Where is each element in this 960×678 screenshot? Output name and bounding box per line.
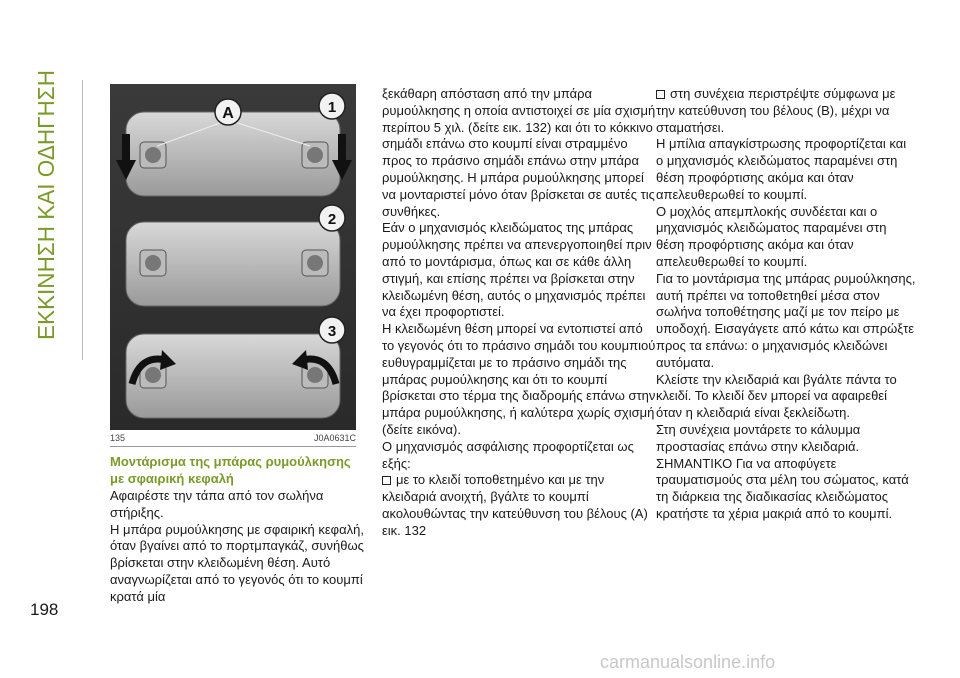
- side-title-text: ΕΚΚΙΝΗΣΗ ΚΑΙ ΟΔΗΓΗΣΗ: [33, 64, 59, 340]
- knob-right-1: [302, 142, 328, 168]
- paragraph: ξεκάθαρη απόσταση από την μπάρα ρυμούλκησης η οποία αντιστοιχεί σε μία σχισμή περίπου 5 χιλ. (δείτε εικ. 132) και ότι το κόκκινο σημάδι επάνω στο κουμπί είναι στραμμένο προς το πράσινο σημάδι επάνω στην μπάρα ρυμούλκησης. Η μπάρα ρυμούλκησης μπορεί να μονταριστεί μόνο όταν βρίσκεται σε αυτές τις συνθήκες.: [382, 86, 656, 219]
- svg-text:A: A: [222, 105, 234, 122]
- paragraph: Για το μοντάρισμα της μπάρας ρυμούλκησης, αυτή πρέπει να τοποθετηθεί μέσα στον σωλήνα τοποθέτησης μαζί με τον πείρο με υποδοχή. Εισαγάγετε από κάτω και σπρώξτε προς τα επάνω: ο μηχανισμός κλειδώνει αυτόματα.: [656, 270, 916, 370]
- text-column-1: [110, 488, 370, 606]
- callout-1: [319, 93, 345, 119]
- callout-a: [215, 99, 241, 125]
- text-column-2: [382, 86, 657, 540]
- side-title-graphic: [14, 60, 68, 350]
- page-number: 198: [30, 600, 59, 619]
- callout-3: [319, 317, 345, 343]
- checkbox-bullet-icon: [656, 90, 665, 99]
- paragraph: Ο μηχανισμός ασφάλισης προφορτίζεται ως εξής:: [382, 438, 634, 471]
- paragraph: Η μπάρα ρυμούλκησης με σφαιρική κεφαλή, όταν βγαίνει από το πορτμπαγκάζ, συνήθως βρίσκεται στην κλειδωμένη θέση. Αυτό αναγνωρίζεται από το γεγονός ότι το κουμπί κρατά μία: [110, 521, 364, 604]
- tow-bar-figure: [110, 84, 356, 430]
- callout-2: [319, 205, 345, 231]
- checkbox-bullet-icon: [382, 476, 391, 485]
- knob-left-1: [140, 142, 166, 168]
- paragraph: Εάν ο μηχανισμός κλειδώματος της μπάρας ρυμούλκησης πρέπει να απενεργοποιηθεί πριν από το μοντάρισμα, όπως και σε κάθε άλλη στιγμή, και επίσης πρέπει να βρίσκεται στην κλειδωμένη θέση, αυτός ο μηχανισμός πρέπει να έχει προφορτιστεί.: [382, 220, 652, 320]
- paragraph: Ο μοχλός απεμπλοκής συνδέεται και ο μηχανισμός κλειδώματος παραμένει στη θέση προφόρτισης ακόμα και όταν απελευθερωθεί το κουμπί.: [656, 203, 887, 269]
- figure-divider: [110, 446, 356, 447]
- paragraph: Αφαιρέστε την τάπα από τον σωλήνα στήριξης.: [110, 488, 324, 520]
- svg-text:2: 2: [327, 211, 337, 228]
- paragraph: ΣΗΜΑΝΤΙΚΟ Για να αποφύγετε τραυματισμούς στα μέλη του σώματος, κατά τη διάρκεια της διαδικασίας κλειδώματος κρατήστε τα χέρια μακριά από το κουμπί.: [656, 455, 909, 521]
- section-side-title: [14, 60, 68, 350]
- figure-number: 135: [110, 433, 126, 443]
- bullet-text: με το κλειδί τοποθετημένο και με την κλειδαριά ανοιχτή, βγάλτε το κουμπί ακολουθώντας την κατεύθυνση του βέλους (A) εικ. 132: [382, 472, 648, 538]
- figure-caption: [110, 433, 356, 445]
- section-heading: Μοντάρισμα της μπάρας ρυμούλκησης με σφαιρική κεφαλή: [110, 454, 351, 486]
- bullet-text: στη συνέχεια περιστρέψτε σύμφωνα με την κατεύθυνση του βέλους (B), μέχρι να σταματήσει.: [656, 86, 896, 135]
- text-column-3: [656, 86, 916, 523]
- bullet-paragraph: [656, 86, 916, 136]
- figure-code: J0A0631C: [313, 433, 356, 443]
- knob-right-2: [302, 250, 328, 276]
- paragraph: Η μπίλια απαγκίστρωσης προφορτίζεται και ο μηχανισμός κλειδώματος παραμένει στη θέση προφόρτισης ακόμα και όταν απελευθερωθεί το κουμπί.: [656, 136, 907, 202]
- svg-text:3: 3: [327, 323, 337, 340]
- watermark: carmanualsonline.info: [600, 652, 776, 672]
- paragraph: Κλείστε την κλειδαριά και βγάλτε πάντα το κλειδί. Το κλειδί δεν μπορεί να αφαιρεθεί όταν η κλειδαριά είναι ξεκλείδωτη.: [656, 371, 897, 421]
- paragraph: Στη συνέχεια μοντάρετε το κάλυμμα προστασίας επάνω στην κλειδαριά.: [656, 421, 861, 454]
- svg-text:1: 1: [327, 99, 337, 116]
- side-divider: [82, 80, 83, 360]
- tow-bar-illustration: [110, 84, 356, 430]
- bullet-paragraph: [382, 472, 657, 539]
- knob-left-2: [140, 250, 166, 276]
- paragraph: Η κλειδωμένη θέση μπορεί να εντοπιστεί από το γεγονός ότι το πράσινο σημάδι του κουμπιού ευθυγραμμίζεται με το πράσινο σημάδι της μπάρας ρυμούλκησης και ότι το κουμπί βρίσκεται στο τέρμα της διαδρομής επάνω στην μπάρα ρυμούλκησης, ή καλύτερα χωρίς σχισμή (δείτε εικόνα).: [382, 321, 656, 437]
